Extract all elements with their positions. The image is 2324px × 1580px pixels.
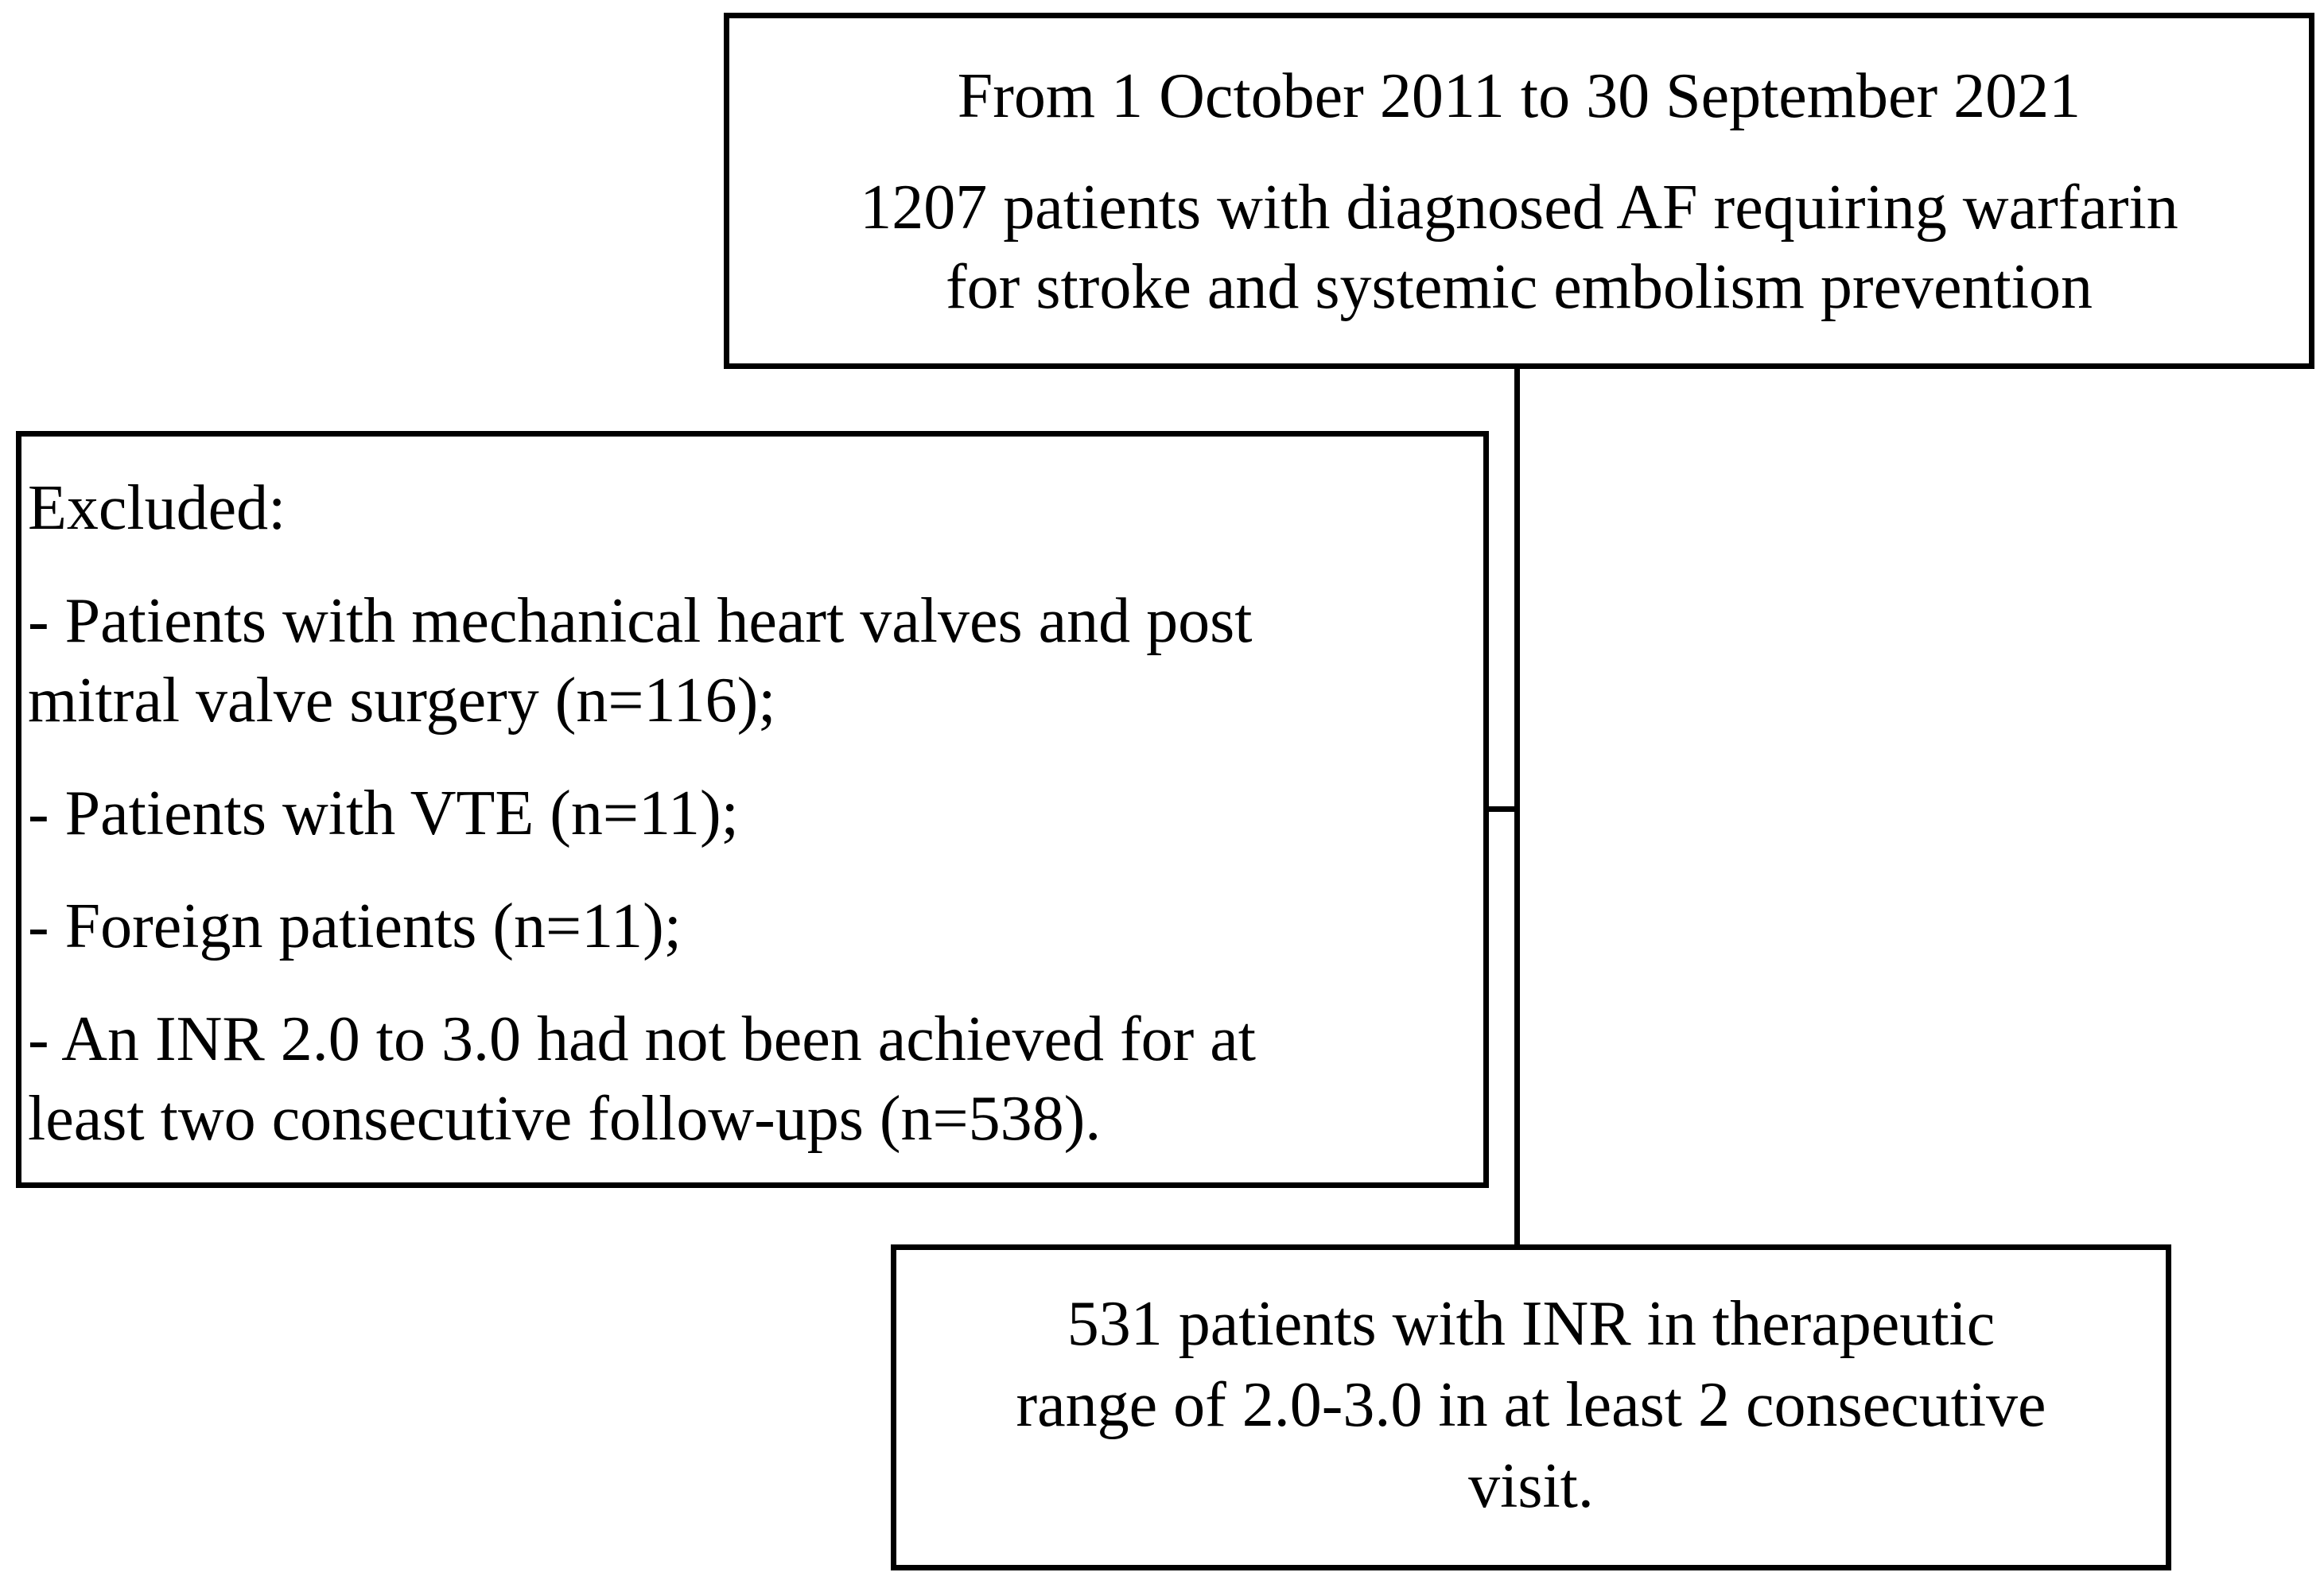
exclusion-criterion-1-line-2: mitral valve surgery (n=116); (28, 666, 776, 736)
result-line-1: 531 patients with INR in therapeutic (1067, 1289, 1996, 1359)
result-line-2: range of 2.0-3.0 in at least 2 consecutive (1016, 1370, 2046, 1440)
result-text (896, 1283, 2166, 1527)
exclusion-criterion-4-line-2: least two consecutive follow-ups (n=538). (28, 1084, 1102, 1154)
exclusion-branch-connector (1487, 806, 1518, 812)
exclusion-heading: Excluded: (28, 473, 286, 543)
exclusion-criterion-4-line-1: - An INR 2.0 to 3.0 had not been achieved for at (28, 1004, 1257, 1074)
population-line-2: for stroke and systemic embolism prevention (946, 252, 2093, 322)
exclusion-criterion-2: - Patients with VTE (n=11); (28, 778, 739, 848)
exclusion-box (16, 431, 1489, 1188)
enrollment-period-text: From 1 October 2011 to 30 September 2021 (957, 61, 2081, 131)
exclusion-criterion-1-line-1: - Patients with mechanical heart valves and post (28, 586, 1253, 656)
population-line-1: 1207 patients with diagnosed AF requiring warfarin (860, 173, 2178, 243)
result-box (891, 1244, 2171, 1570)
exclusion-criterion-3: - Foreign patients (n=11); (28, 891, 682, 961)
enrollment-population-text (729, 168, 2309, 327)
enrollment-box (724, 13, 2314, 369)
result-line-3: visit. (1468, 1451, 1594, 1521)
